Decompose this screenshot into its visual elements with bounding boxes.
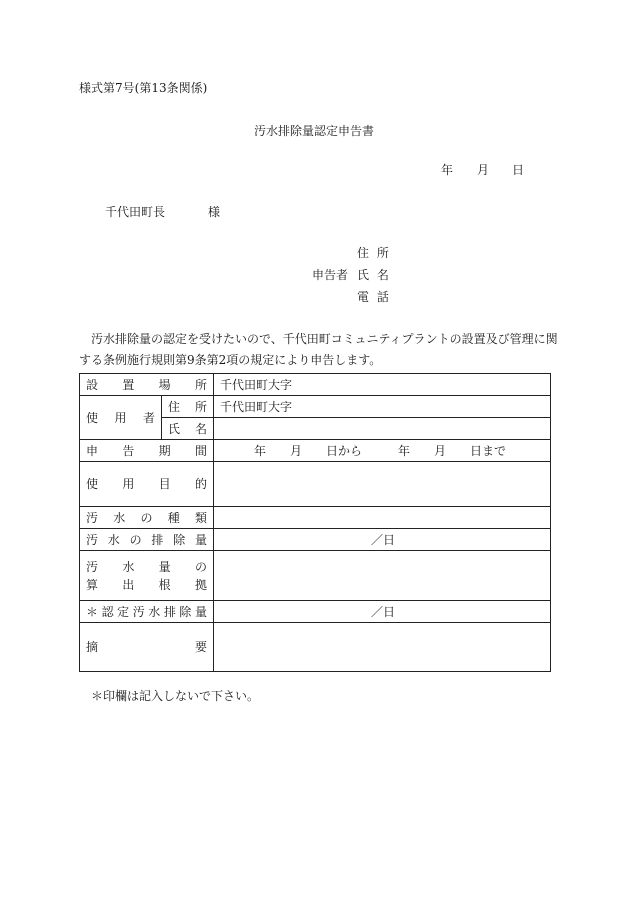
body-text-line2: する条例施行規則第9条第2項の規定により申告します。	[79, 353, 382, 367]
row-user-address	[80, 396, 551, 418]
period-value[interactable]: 年 月 日から 年 月 日まで	[214, 440, 551, 462]
body-text-line1: 汚水排除量の認定を受けたいので、千代田町コミュニティプラントの設置及び管理に関	[91, 332, 558, 346]
declaration-table	[79, 373, 551, 672]
addressee-name: 千代田町長	[105, 205, 166, 219]
period-label: 申 告 期 間	[80, 440, 214, 462]
user-label: 使 用 者	[80, 396, 162, 440]
remarks-label: 摘 要	[80, 623, 214, 672]
certified-amount-label: ＊ 認 定 汚 水 排 除 量	[80, 601, 214, 623]
discharge-amount-label: 汚 水 の 排 除 量	[80, 529, 214, 551]
user-name-label: 氏 名	[162, 418, 214, 440]
user-address-label: 住 所	[162, 396, 214, 418]
row-discharge-amount	[80, 529, 551, 551]
row-certified-amount	[80, 601, 551, 623]
date-month: 月	[477, 163, 490, 177]
row-period	[80, 440, 551, 462]
document-title: 汚水排除量認定申告書	[254, 124, 375, 138]
user-address-value[interactable]: 千代田町大字	[214, 396, 551, 418]
row-install-location	[80, 374, 551, 396]
purpose-value[interactable]	[214, 462, 551, 507]
form-number: 様式第7号(第13条関係)	[79, 81, 208, 95]
sewage-type-value[interactable]	[214, 507, 551, 529]
footnote: ＊印欄は記入しないで下さい。	[91, 689, 260, 703]
date-day: 日	[512, 163, 525, 177]
address-label: 住 所	[357, 246, 389, 260]
phone-label: 電 話	[357, 290, 389, 304]
certified-amount-value[interactable]: ／日	[214, 601, 551, 623]
row-purpose	[80, 462, 551, 507]
remarks-value[interactable]	[214, 623, 551, 672]
date-year: 年	[441, 163, 454, 177]
applicant-label: 申告者	[312, 268, 349, 282]
row-remarks	[80, 623, 551, 672]
name-label: 氏 名	[357, 268, 389, 282]
discharge-amount-value[interactable]: ／日	[214, 529, 551, 551]
row-sewage-type	[80, 507, 551, 529]
user-name-value[interactable]	[214, 418, 551, 440]
purpose-label: 使 用 目 的	[80, 462, 214, 507]
calculation-basis-label: 汚 水 量 の 算 出 根 拠	[80, 551, 214, 601]
addressee-suffix: 様	[208, 205, 221, 219]
sewage-type-label: 汚 水 の 種 類	[80, 507, 214, 529]
install-location-label: 設 置 場 所	[80, 374, 214, 396]
calculation-basis-value[interactable]	[214, 551, 551, 601]
install-location-value[interactable]: 千代田町大字	[214, 374, 551, 396]
row-calculation-basis	[80, 551, 551, 601]
